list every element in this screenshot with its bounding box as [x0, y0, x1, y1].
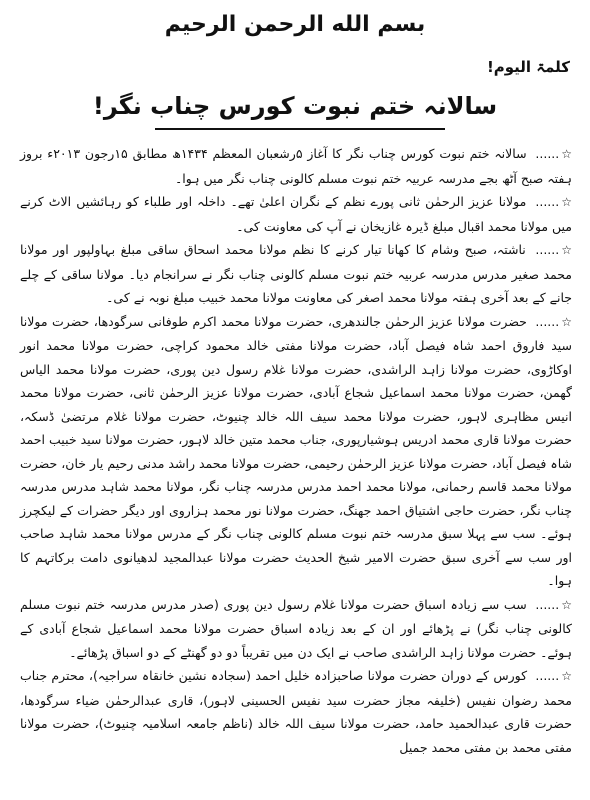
paragraph-text: مولانا عزیز الرحمٰن ثانی پورے نظم کے نگران اعلیٰ تھے۔ داخلہ اور طلباء کو رہائشیں الاٹ کرنے میں مولانا محمد اقبال مبلغ ڈیرہ غازیخان نے آپ کی معاونت کی۔	[20, 194, 572, 234]
paragraph-text: سالانہ ختم نبوت کورس چناب نگر کا آغاز ۵رشعبان المعظم ۱۴۳۴ھ مطابق ۱۵رجون ۲۰۱۳ء بروز ہفتہ صبح آٹھ بجے مدرسہ عربیہ ختم نبوت مسلم کالونی چناب نگر میں ہوا۔	[20, 146, 572, 186]
paragraph-6	[20, 664, 572, 759]
star-icon: ☆	[561, 597, 572, 612]
star-icon: ☆	[561, 243, 572, 257]
paragraph-text: حضرت مولانا عزیز الرحمٰن جالندھری، حضرت مولانا محمد اکرم طوفانی سرگودھا، حضرت مولانا سید فاروق احمد شاہ فیصل آباد، حضرت مولانا مفتی خالد محمود کراچی، حضرت مولانا محمد انور اوکاڑوی، حضرت مولانا زاہد الراشدی، حضرت مولانا غلام رسول دین پوری، حضرت مولانا محمد الیاس گھمن، حضرت مولانا محمد اسماعیل شجاع آبادی، حضرت مولانا عزیز الرحمٰن ثانی، حضرت مولانا محمد انیس مظاہری لاہور، حضرت مولانا محمد سیف اللہ خالد چنیوٹ، حضرت مولانا غلام مرتضیٰ ڈسکہ، حضرت مولانا قاری محمد ادریس ہوشیارپوری، جناب محمد متین خالد لاہور، حضرت مولانا سید خبیب احمد شاہ فیصل آباد، حضرت مولانا عزیز الرحمٰن رحیمی، حضرت مولانا محمد راشد مدنی رحیم یار خان، حضرت مولانا محمد قاسم رحمانی، مولانا محمد احمد مدرس مدرسہ چناب نگر، مولانا محمد شاہد مدرس مدرسہ چناب نگر، حضرت حاجی اشتیاق احمد جھنگ، حضرت مولانا نور محمد ہزاروی اور دیگر حضرات کے لیکچرز ہوئے۔ سب سے پہلا سبق مدرسہ ختم نبوت مسلم کالونی چناب نگر کے مدرس مولانا محمد شاہد صاحب اور سب سے آخری سبق حضرت الامیر شیخ الحدیث حضرت مولانا عبدالمجید لدھیانوی دامت برکاتہم کا ہوا۔	[20, 313, 572, 588]
leader-dots: ......	[535, 596, 560, 612]
leader-dots: ......	[535, 194, 560, 209]
basmala-heading: بسم الله الرحمن الرحيم	[164, 12, 426, 37]
paragraph-5	[20, 593, 572, 665]
paragraph-text: ناشتہ، صبح وشام کا کھانا تیار کرنے کا نظم مولانا محمد اسحاق ساقی مبلغ بہاولپور اور مولانا محمد صغیر مدرس مدرسہ عربیہ ختم نبوت مسلم کالونی چناب نگر نے سرانجام دیا۔ مولانا ساقی کے چلے جانے کے بعد آخری ہفتہ مولانا محمد اصغر کی معاونت مولانا محمد خبیب مبلغ نوبہ نے کی۔	[20, 242, 572, 305]
page-title: سالانہ ختم نبوت کورس چناب نگر!	[92, 92, 498, 120]
paragraph-3	[20, 238, 572, 310]
leader-dots: ......	[535, 146, 560, 161]
paragraph-text: سب سے زیادہ اسباق حضرت مولانا غلام رسول دین پوری (صدر مدرس مدرسہ ختم نبوت مسلم کالونی چناب نگر) نے پڑھائے اور ان کے بعد زیادہ اسباق حضرت مولانا محمد اسماعیل شجاع آبادی کے ہوئے۔ حضرت مولانا زاہد الراشدی صاحب نے ایک دن میں تقریباً دو دو گھنٹے کے دو اسباق پڑھائے۔	[20, 596, 572, 660]
star-icon: ☆	[561, 195, 572, 209]
leader-dots: ......	[535, 668, 560, 683]
article-body	[20, 142, 572, 759]
paragraph-2	[20, 190, 572, 238]
leader-dots: ......	[535, 313, 560, 329]
title-underline	[155, 128, 445, 130]
paragraph-1	[20, 142, 572, 190]
star-icon: ☆	[561, 147, 573, 161]
paragraph-4	[20, 310, 572, 593]
kalima-label: کلمۃ الیوم!	[486, 58, 570, 76]
paragraph-text: کورس کے دوران حضرت مولانا صاحبزادہ خلیل احمد (سجادہ نشین خانقاہ سراجیہ)، محترم جناب محمد رضوان نفیس (خلیفہ مجاز حضرت سید نفیس الحسینی لاہور)، قاری عبدالرحمٰن ضیاء سرگودھا، حضرت قاری عبدالحمید حامد، حضرت مولانا سیف اللہ خالد (ناظم جامعہ اسلامیہ چنیوٹ)، حضرت مولانا مفتی محمد بن مفتی محمد جمیل	[20, 668, 572, 755]
star-icon: ☆	[561, 314, 572, 329]
star-icon: ☆	[561, 669, 572, 683]
leader-dots: ......	[535, 242, 560, 257]
